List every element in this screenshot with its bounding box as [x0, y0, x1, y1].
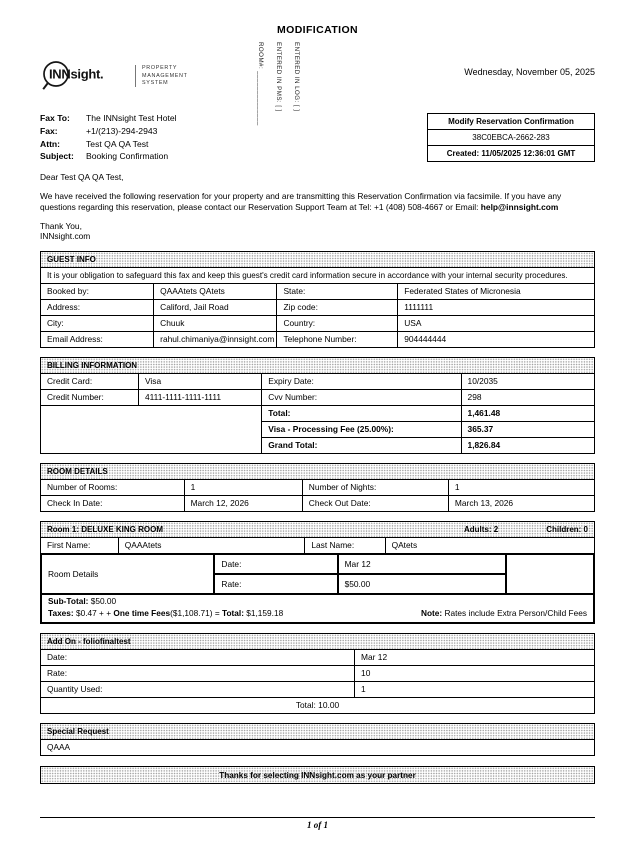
field-value: rahul.chimaniya@innsight.com [154, 332, 277, 348]
field-label: Cvv Number: [262, 390, 461, 406]
room-total-label: Total: [222, 607, 244, 618]
letter-thanks: Thank You, [40, 220, 82, 231]
partner-banner: Thanks for selecting INNsight.com as your partner [40, 766, 595, 784]
guest-info-section [40, 251, 595, 348]
field-value: 1 [355, 682, 595, 698]
field-value: Califord, Jail Road [154, 300, 277, 316]
addon-total-row [41, 698, 595, 714]
confirmation-number: 38C0EBCA-2662-283 [428, 129, 594, 145]
room1-rate-table [40, 553, 595, 595]
table-row [41, 650, 595, 666]
special-request-value: QAAA [40, 739, 595, 756]
field-label: Number of Nights: [302, 480, 448, 496]
grand-total-value: 1,826.84 [461, 438, 594, 454]
field-label: Number of Rooms: [41, 480, 185, 496]
document-content [40, 112, 595, 784]
taxes-line [48, 608, 587, 620]
subject-value: Booking Confirmation [86, 151, 169, 162]
letter-body [40, 172, 595, 242]
billing-section [40, 357, 595, 454]
subtotal-line [48, 596, 587, 608]
field-value: 10 [355, 666, 595, 682]
one-time-fees-value: ($1,108.71) = [170, 607, 222, 618]
table-row [41, 374, 595, 390]
field-value: Chuuk [154, 316, 277, 332]
note-label: Note: [420, 607, 443, 618]
date-value: Mar 12 [338, 554, 506, 574]
logo-text: INNsight. [49, 66, 104, 82]
table-row [41, 496, 595, 512]
room1-name-table [40, 537, 595, 554]
document-type-title: MODIFICATION [276, 24, 358, 36]
entered-in-log-stamp: ENTERED IN LOG: [ ] [293, 42, 300, 112]
field-label: Credit Number: [41, 390, 139, 406]
table-row [41, 666, 595, 682]
first-name-value: QAAAtets [118, 538, 305, 554]
letter-paragraph [40, 191, 595, 213]
field-value: Mar 12 [355, 650, 595, 666]
attn-value: Test QA QA Test [86, 138, 149, 149]
field-label: Address: [41, 300, 154, 316]
addon-total-value: 10.00 [315, 700, 340, 711]
field-value: 1 [184, 480, 302, 496]
confirmation-created: Created: 11/05/2025 12:36:01 GMT [428, 145, 594, 161]
room1-children: Children: 0 [546, 525, 588, 535]
field-label: Check In Date: [41, 496, 185, 512]
room1-title: Room 1: DELUXE KING ROOM [47, 525, 164, 535]
field-label: Expiry Date: [262, 374, 461, 390]
table-row [41, 332, 595, 348]
confirmation-box [427, 113, 595, 162]
field-value: 1 [448, 480, 594, 496]
table-row [41, 538, 595, 554]
room-details-section [40, 463, 595, 512]
innsight-logo [40, 58, 188, 94]
fax-to-label: Fax To: [40, 113, 70, 123]
rates-note [421, 608, 587, 620]
billing-header: BILLING INFORMATION [40, 357, 595, 374]
letter-text: We have received the following reservation for your property and are transmitting this Reservation Confirmation via facsimile. If you have any questions regarding this reservation, please contact our Reservation Support Team at Tel: +1 (408) 508-4667 or Email: [40, 190, 562, 212]
fax-recipient-block [40, 112, 177, 163]
date-label: Date: [214, 554, 337, 574]
table-row [41, 390, 595, 406]
last-name-label: Last Name: [305, 538, 385, 554]
magnifier-handle-icon [43, 83, 47, 89]
confirmation-title: Modify Reservation Confirmation [448, 117, 574, 126]
fax-number-value: +1/(213)-294-2943 [86, 125, 158, 136]
total-value: 1,461.48 [461, 406, 594, 422]
table-row [41, 480, 595, 496]
blank-cell [506, 554, 594, 594]
addon-total-label: Total: [295, 700, 316, 711]
field-label: Quantity Used: [41, 682, 355, 698]
blank-cell [41, 406, 262, 454]
room1-section [40, 521, 595, 624]
field-label: Email Address: [41, 332, 154, 348]
room-total-value: $1,159.18 [243, 607, 284, 618]
field-label: Country: [277, 316, 398, 332]
field-label: Check Out Date: [302, 496, 448, 512]
field-value: Visa [138, 374, 261, 390]
total-label: Total: [262, 406, 461, 422]
field-label: Zip code: [277, 300, 398, 316]
rate-label: Rate: [214, 574, 337, 594]
logo-tagline [135, 65, 188, 87]
table-row [41, 316, 595, 332]
room-details-label: Room Details [41, 554, 214, 594]
addon-table [40, 649, 595, 714]
subject-label: Subject: [40, 151, 74, 162]
fax-to-value: The INNsight Test Hotel [86, 113, 177, 123]
tagline-line: SYSTEM [142, 80, 169, 87]
field-label: State: [277, 284, 398, 300]
entered-in-pms-stamp: ENTERED IN PMS: [ ] [275, 42, 282, 112]
processing-fee-label: Visa - Processing Fee (25.00%): [262, 422, 461, 438]
table-row [41, 682, 595, 698]
field-value: QAAAtets QAtets [154, 284, 277, 300]
field-label: Booked by: [41, 284, 154, 300]
guest-info-table [40, 283, 595, 348]
room-number-stamp: ROOM#: ______________ [257, 42, 264, 126]
taxes-breakdown [48, 608, 421, 620]
subtotal-label: Sub-Total: [48, 596, 89, 607]
field-value: 904444444 [398, 332, 595, 348]
table-row [41, 554, 594, 574]
room-details-header: ROOM DETAILS [40, 463, 595, 480]
room1-header [40, 521, 595, 538]
field-value: 298 [461, 390, 594, 406]
table-row [41, 406, 595, 422]
field-value: 4111-1111-1111-1111 [138, 390, 261, 406]
fax-number-label: Fax: [40, 125, 58, 136]
field-label: Rate: [41, 666, 355, 682]
table-row [41, 284, 595, 300]
attn-label: Attn: [40, 138, 61, 149]
one-time-fees-label: One time Fees [113, 607, 171, 618]
taxes-label: Taxes: [48, 607, 74, 618]
field-value: Federated States of Micronesia [398, 284, 595, 300]
room1-adults: Adults: 2 [463, 525, 499, 535]
document-date: Wednesday, November 05, 2025 [464, 67, 595, 77]
special-request-section [40, 723, 595, 756]
guest-info-security-note: It is your obligation to safeguard this fax and keep this guest's credit card information secure in accordance with your internal security procedures. [40, 268, 595, 284]
taxes-value: $0.47 + + [73, 607, 114, 618]
note-text: Rates include Extra Person/Child Fees [442, 607, 587, 618]
addon-header: Add On - foliofinaltest [40, 633, 595, 650]
subtotal-value: $50.00 [88, 596, 117, 607]
field-value: March 12, 2026 [184, 496, 302, 512]
field-value: USA [398, 316, 595, 332]
addon-total-cell [41, 698, 595, 714]
grand-total-label: Grand Total: [262, 438, 461, 454]
last-name-value: QAtets [385, 538, 594, 554]
field-value: 1111111 [398, 300, 595, 316]
table-row [41, 300, 595, 316]
guest-info-header: GUEST INFO [40, 251, 595, 268]
billing-table [40, 373, 595, 454]
rate-value: $50.00 [338, 574, 506, 594]
letter-signature: INNsight.com [40, 231, 91, 242]
support-email: help@innsight.com [480, 201, 559, 212]
tagline-line: MANAGEMENT [142, 72, 188, 79]
addon-section [40, 633, 595, 714]
first-name-label: First Name: [41, 538, 119, 554]
processing-fee-value: 365.37 [461, 422, 594, 438]
field-label: Date: [41, 650, 355, 666]
fax-header-row [40, 112, 595, 163]
field-label: Telephone Number: [277, 332, 398, 348]
room1-subtotal-box [40, 594, 595, 624]
magnifier-logo-graphic [40, 58, 130, 94]
tagline-line: PROPERTY [142, 65, 178, 72]
field-label: City: [41, 316, 154, 332]
field-value: 10/2035 [461, 374, 594, 390]
letter-greeting: Dear Test QA QA Test, [40, 172, 124, 183]
field-label: Credit Card: [41, 374, 139, 390]
page-number: 1 of 1 [40, 817, 595, 830]
room-details-table [40, 479, 595, 512]
field-value: March 13, 2026 [448, 496, 594, 512]
special-request-header: Special Request [40, 723, 595, 740]
